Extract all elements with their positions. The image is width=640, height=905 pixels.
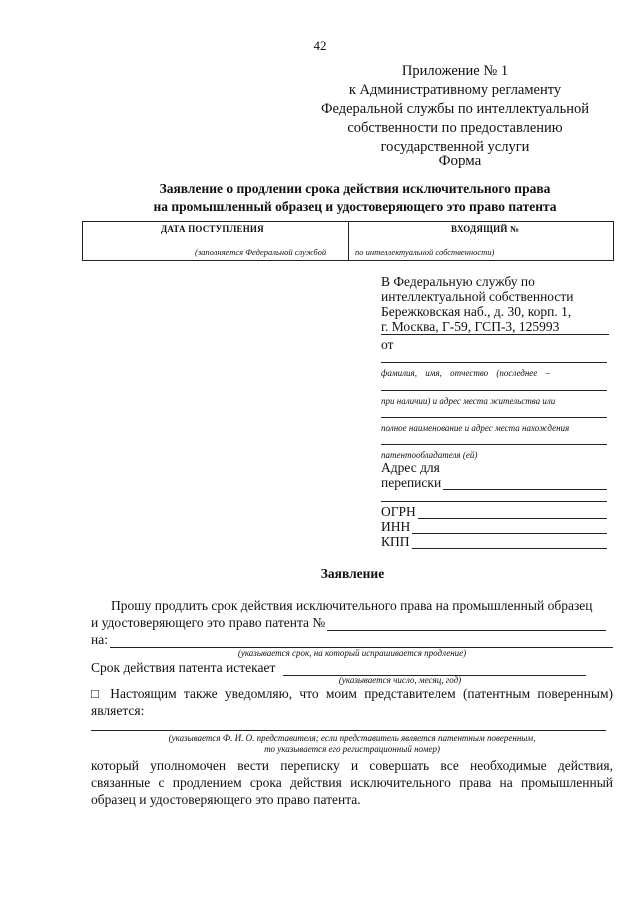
applicant-hint: патентообладателя (ей) bbox=[381, 450, 478, 460]
document-title bbox=[0, 180, 640, 216]
representative-checkbox-line[interactable]: □ Настоящим также уведомляю, что моим представителем (патентным поверенным) bbox=[91, 686, 613, 701]
table-note-right: по интеллектуальной собственности) bbox=[355, 247, 495, 257]
addressee-line: г. Москва, Г-59, ГСП-3, 125993 bbox=[381, 319, 609, 335]
kpp-label: КПП bbox=[381, 534, 410, 549]
final-paragraph bbox=[91, 757, 613, 808]
date-received-header: ДАТА ПОСТУПЛЕНИЯ bbox=[161, 224, 264, 234]
representative-label: является: bbox=[91, 703, 145, 718]
appendix-line: Приложение № 1 bbox=[401, 63, 509, 79]
mail-address-field[interactable] bbox=[443, 477, 607, 490]
kpp-row bbox=[381, 534, 607, 549]
applicant-address-field[interactable] bbox=[381, 390, 607, 391]
patent-number-label: и удостоверяющего это право патента № bbox=[91, 615, 326, 630]
appendix-line: государственной услуги bbox=[380, 139, 530, 155]
addressee-line: В Федеральную службу по bbox=[381, 274, 535, 289]
representative-hint-line: (указывается Ф. И. О. представителя; если представитель является патентным поверенным, bbox=[168, 733, 536, 743]
expiry-label: Срок действия патента истекает bbox=[91, 660, 276, 675]
representative-field[interactable] bbox=[91, 730, 606, 731]
expiry-hint: (указывается число, месяц, год) bbox=[338, 675, 462, 685]
term-label: на: bbox=[91, 632, 108, 647]
mail-address-label: переписки bbox=[381, 475, 442, 490]
appendix-header bbox=[300, 62, 610, 157]
term-row bbox=[91, 631, 613, 648]
appendix-line: Федеральной службы по интеллектуальной bbox=[321, 101, 589, 117]
addressee-block bbox=[381, 274, 631, 335]
title-line: на промышленный образец и удостоверяющего это право патента bbox=[153, 199, 557, 214]
from-label: от bbox=[381, 337, 394, 352]
incoming-number-header: ВХОДЯЩИЙ № bbox=[451, 224, 520, 234]
inn-row bbox=[381, 519, 607, 534]
mail-address-field-2[interactable] bbox=[381, 501, 607, 502]
page-number: 42 bbox=[313, 38, 327, 53]
addressee-line: интеллектуальной собственности bbox=[381, 289, 574, 304]
final-line: связанные с продлением срока действия исключительного права на промышленный bbox=[91, 775, 613, 790]
final-line: образец и удостоверяющего это право патента. bbox=[91, 792, 361, 807]
kpp-field[interactable] bbox=[412, 536, 607, 549]
final-line: который уполномочен вести переписку и совершать все необходимые действия, bbox=[91, 758, 613, 773]
table-divider bbox=[348, 222, 349, 260]
statement-body bbox=[91, 597, 613, 614]
form-label: Форма bbox=[438, 153, 482, 169]
inn-label: ИНН bbox=[381, 519, 411, 534]
statement-heading: Заявление bbox=[320, 566, 385, 581]
term-field[interactable] bbox=[110, 635, 613, 648]
ogrn-label: ОГРН bbox=[381, 504, 416, 519]
title-line: Заявление о продлении срока действия исключительного права bbox=[159, 181, 551, 196]
table-note-left: (заполняется Федеральной службой bbox=[195, 247, 327, 257]
appendix-line: к Административному регламенту bbox=[348, 82, 562, 98]
addressee-line: Бережковская наб., д. 30, корп. 1, bbox=[381, 304, 572, 319]
applicant-org-field[interactable] bbox=[381, 417, 607, 418]
mail-address-row bbox=[381, 475, 607, 490]
applicant-hint: при наличии) и адрес места жительства или bbox=[381, 396, 556, 406]
term-hint: (указывается срок, на который испрашивается продление) bbox=[237, 648, 467, 658]
mail-address-label: Адрес для bbox=[381, 460, 440, 475]
patent-number-field[interactable] bbox=[327, 618, 606, 631]
appendix-line: собственности по предоставлению bbox=[347, 120, 563, 136]
applicant-hint: фамилия, имя, отчество (последнее – bbox=[381, 368, 551, 378]
statement-line: Прошу продлить срок действия исключительного права на промышленный образец bbox=[111, 598, 593, 613]
ogrn-row bbox=[381, 504, 607, 519]
representative-hint-line: то указывается его регистрационный номер) bbox=[264, 744, 440, 754]
ogrn-field[interactable] bbox=[418, 506, 607, 519]
representative-hint bbox=[91, 733, 613, 755]
applicant-location-field[interactable] bbox=[381, 444, 607, 445]
patent-number-row bbox=[91, 614, 606, 631]
inn-field[interactable] bbox=[412, 521, 607, 534]
applicant-hint: полное наименование и адрес места нахождения bbox=[381, 423, 570, 433]
registration-table bbox=[82, 221, 614, 261]
expiry-row bbox=[91, 659, 586, 676]
applicant-name-field[interactable] bbox=[381, 362, 607, 363]
